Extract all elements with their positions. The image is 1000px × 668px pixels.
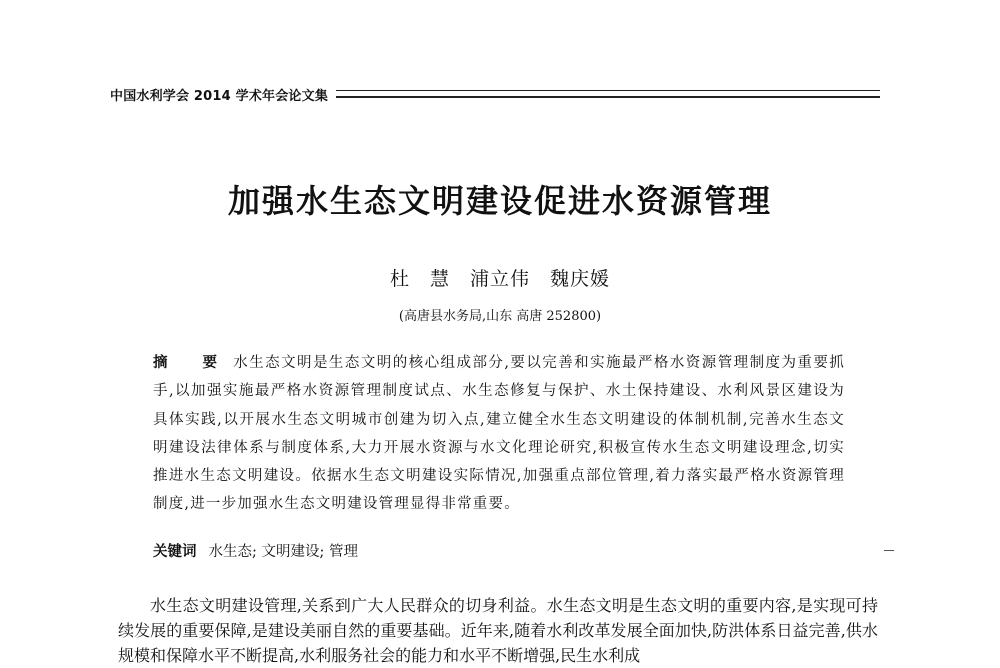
affiliation: (高唐县水务局,山东 高唐 252800) [398, 309, 602, 324]
paper-title: 加强水生态文明建设促进水资源管理 [227, 182, 772, 220]
journal-name: 中国水利学会 2014 学术年会论文集 [110, 88, 329, 104]
header-double-rule [336, 90, 880, 98]
margin-mark [884, 550, 894, 551]
abstract [153, 349, 845, 519]
authors: 杜 慧 浦立伟 魏庆媛 [389, 268, 610, 290]
abstract-label: 摘 要 [153, 355, 228, 371]
keywords [153, 540, 358, 561]
abstract-text: 水生态文明是生态文明的核心组成部分,要以完善和实施最严格水资源管理制度为重要抓手,以加强实施最严格水资源管理制度试点、水生态修复与保护、水土保持建设、水利风景区建设为具体实践,以开展水生态文明城市创建为切入点,建立健全水生态文明建设的体制机制,完善水生态文明建设法律体系与制度体系,大力开展水资源与水文化理论研究,积极宣传水生态文明建设理念,切实推进水生态文明建设。依据水生态文明建设实际情况,加强重点部位管理,着力落实最严格水资源管理制度,进一步加强水生态文明建设管理显得非常重要。 [153, 355, 846, 513]
body-paragraph: 水生态文明建设管理,关系到广大人民群众的切身利益。水生态文明是生态文明的重要内容,是实现可持续发展的重要保障,是建设美丽自然的重要基础。近年来,随着水利改革发展全面加快,防洪体系日益完善,供水规模和保障水平不断提高,水利服务社会的能力和水平不断增强,民生水利成 [118, 596, 878, 665]
running-header [110, 84, 880, 104]
keywords-label: 关键词 [153, 544, 197, 560]
keywords-text: 水生态; 文明建设; 管理 [208, 544, 358, 560]
